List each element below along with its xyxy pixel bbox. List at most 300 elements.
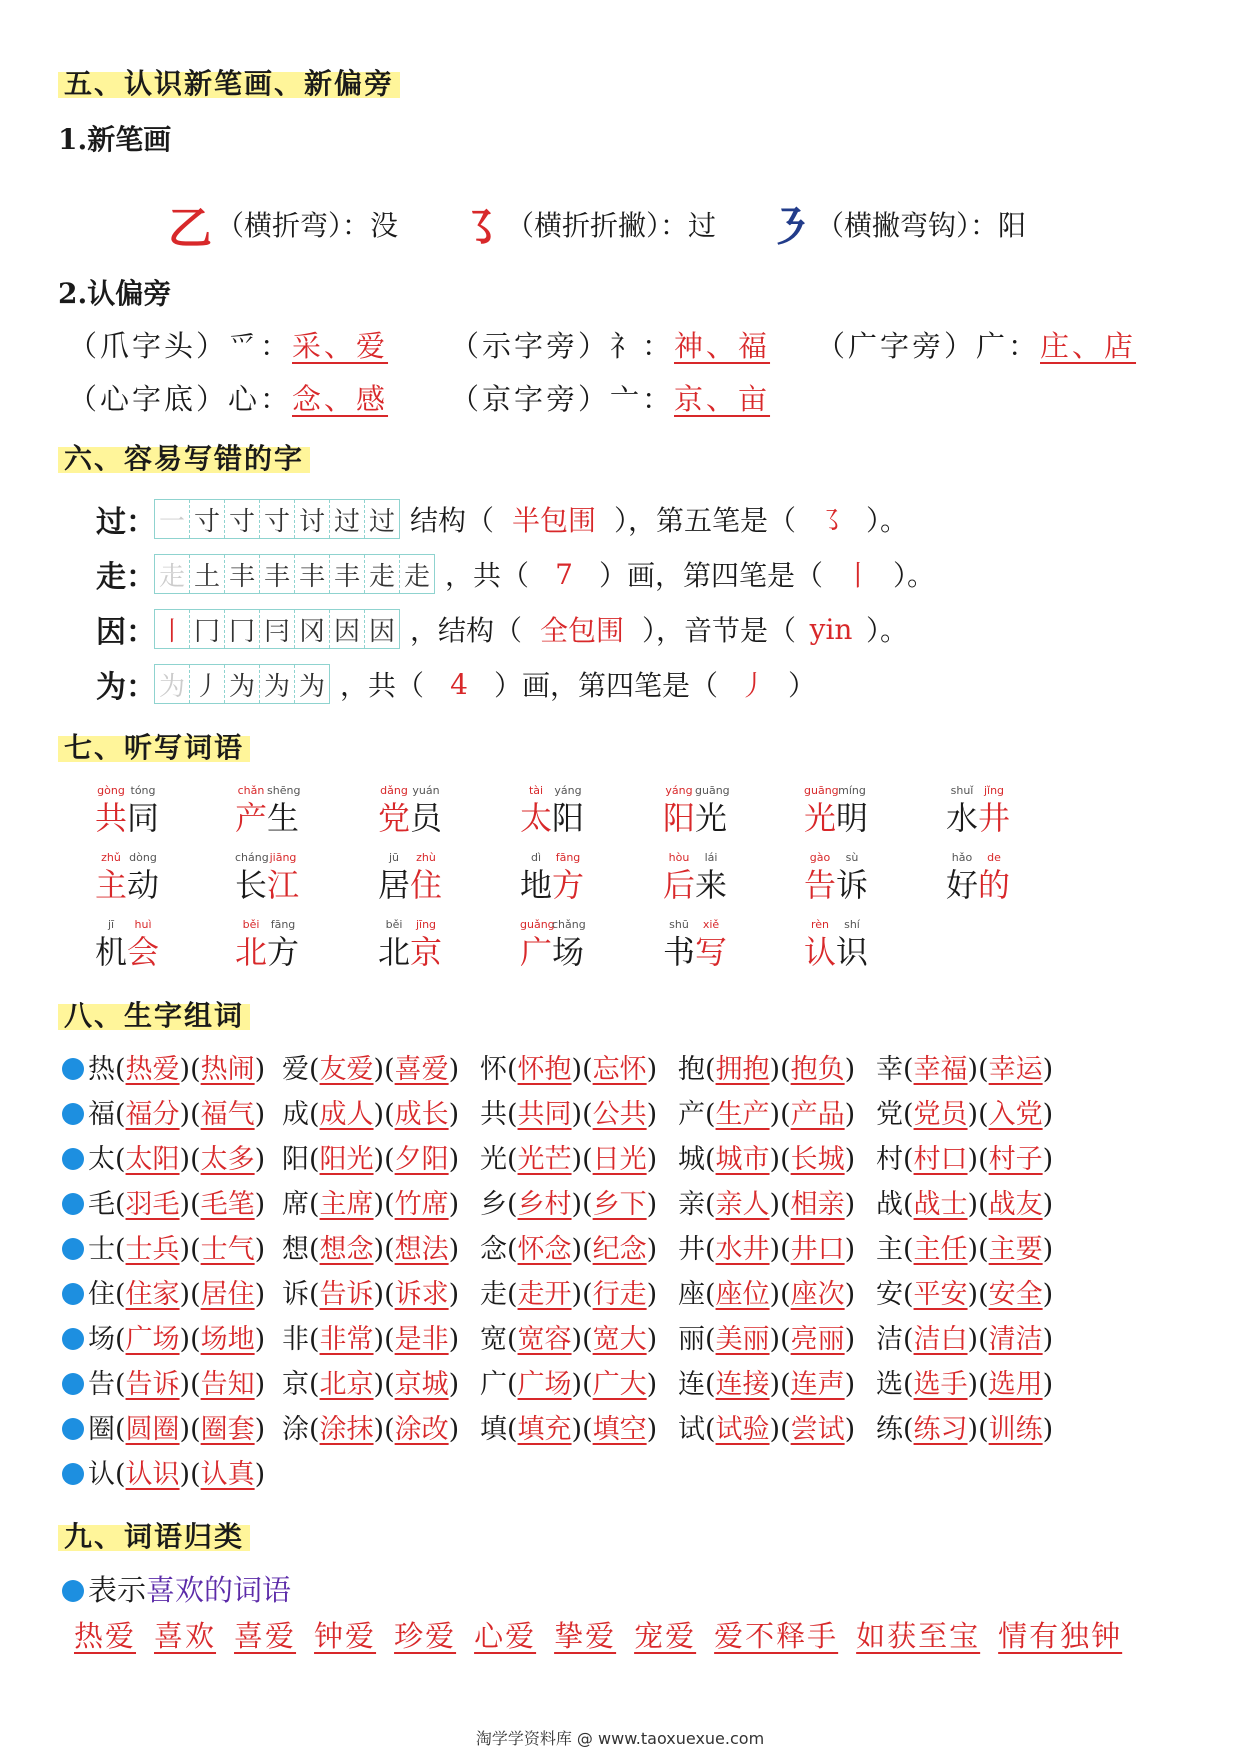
compound-word: 士气 [200,1234,255,1265]
base-char: 爱 [282,1054,309,1085]
compound-word: 共同 [517,1099,572,1130]
hanzi: 太 [520,799,553,837]
answer: 全包围 [540,614,625,647]
radical-label: （心字底）心： [68,382,293,416]
word-building-item: 住(住家)(居住) [62,1272,265,1311]
base-char: 告 [88,1369,115,1400]
dictation-word [804,784,868,838]
stroke-order-cells [154,609,400,649]
pinyin: yáng [665,784,693,797]
base-char: 丽 [678,1324,705,1355]
dictation-row [95,784,1045,851]
question-text: ）画，第四笔是（ [494,669,719,702]
compound-word: 怀念 [517,1234,572,1265]
stroke-label: （横撇弯钩）：阳 [816,209,1027,242]
hanzi: 居 [378,866,411,904]
base-char: 非 [282,1324,309,1355]
pinyin: dì [530,851,542,864]
compound-word: 成人 [319,1099,374,1130]
base-char: 席 [282,1189,309,1220]
compound-word: 士兵 [125,1234,180,1265]
stroke-step: 过 [368,506,395,537]
word-building-grid [62,1047,1182,1497]
word-building-row [62,1137,1182,1182]
compound-word: 广场 [517,1369,572,1400]
section-6-title: 六、容易写错的字 [58,437,310,477]
pinyin: sù [845,851,859,864]
pinyin: fāng [270,918,296,931]
pinyin: tài [528,784,544,797]
compound-word: 填充 [517,1414,572,1445]
pinyin: huì [134,918,152,931]
word-building-item: 爱(友爱)(喜爱) [282,1054,460,1085]
pinyin: shuǐ [950,784,974,797]
dictation-word [804,851,868,905]
base-char: 太 [88,1144,115,1175]
dictation-word [520,851,584,905]
compound-word: 亲人 [715,1189,770,1220]
word-building-item: 席(主席)(竹席) [282,1189,460,1220]
word-building-item: 圈(圆圈)(圈套) [62,1407,265,1446]
footer-watermark: 淘学学资料库 @ www.taoxuexue.com [475,1729,765,1748]
pinyin: zhǔ [101,851,121,864]
base-char: 亲 [678,1189,705,1220]
base-char: 井 [678,1234,705,1265]
base-char: 填 [480,1414,507,1445]
pinyin: gào [809,851,831,864]
dictation-word [946,784,1010,838]
word-building-item: 连(连接)(连声) [678,1369,856,1400]
pinyin: gòng [97,784,125,797]
stroke-step: 丨 [155,610,190,648]
mistake-row [96,606,908,652]
base-char: 毛 [88,1189,115,1220]
compound-word: 长城 [790,1144,845,1175]
compound-word: 广场 [125,1324,180,1355]
compound-word: 训练 [988,1414,1043,1445]
hanzi: 同 [127,799,160,837]
word-building-item: 宽(宽容)(宽大) [480,1324,658,1355]
stroke-glyph: ㇋ [768,203,812,254]
word-building-item: 幸(幸福)(幸运) [876,1054,1054,1085]
base-char: 诉 [282,1279,309,1310]
stroke-step: 丰 [330,555,365,593]
word-building-item: 亲(亲人)(相亲) [678,1189,856,1220]
compound-word: 想念 [319,1234,374,1265]
word-building-item: 非(非常)(是非) [282,1324,460,1355]
word-building-item: 安(平安)(安全) [876,1279,1054,1310]
compound-word: 美丽 [715,1324,770,1355]
category-word: 喜欢 [154,1619,217,1653]
pinyin: fāng [555,851,581,864]
compound-word: 选手 [913,1369,968,1400]
compound-word: 非常 [319,1324,374,1355]
section-9-title: 九、词语归类 [58,1515,250,1555]
dictation-row [95,918,1045,985]
compound-word: 连声 [790,1369,845,1400]
base-char: 圈 [88,1414,115,1445]
compound-word: 平安 [913,1279,968,1310]
dictation-word [663,851,727,905]
base-char: 京 [282,1369,309,1400]
question-text: ），第五笔是（ [614,504,797,537]
category-word: 珍爱 [394,1619,457,1653]
compound-word: 北京 [319,1369,374,1400]
compound-word: 抱负 [790,1054,845,1085]
question-text: ）。 [866,614,909,647]
compound-word: 连接 [715,1369,770,1400]
base-char: 念 [480,1234,507,1265]
word-building-item: 洁(洁白)(清洁) [876,1324,1054,1355]
base-char: 光 [480,1144,507,1175]
compound-word: 选用 [988,1369,1043,1400]
base-char: 住 [88,1279,115,1310]
pinyin: jīng [415,918,437,931]
compound-word: 认真 [200,1459,255,1490]
pinyin: chǎn [237,784,265,797]
hanzi: 明 [836,799,869,837]
base-char: 战 [876,1189,903,1220]
hanzi: 阳 [663,799,696,837]
radical-label: （爪字头）爫： [68,329,293,363]
compound-word: 尝试 [790,1414,845,1445]
base-char: 热 [88,1054,115,1085]
answer: 半包围 [512,504,597,537]
word-building-item: 丽(美丽)(亮丽) [678,1324,856,1355]
category-word: 喜爱 [234,1619,297,1653]
question-text: ）。 [893,559,936,592]
compound-word: 村口 [913,1144,968,1175]
category-word: 如获至宝 [856,1619,981,1653]
hanzi: 光 [695,799,728,837]
word-building-item: 成(成人)(成长) [282,1099,460,1130]
category-highlight: 喜欢的词语 [146,1573,292,1607]
pinyin: jī [107,918,115,931]
dictation-word [378,851,442,905]
word-building-row [62,1407,1182,1452]
compound-word: 安全 [988,1279,1043,1310]
word-building-item: 广(广场)(广大) [480,1369,658,1400]
radical-label: （广字旁）广： [816,329,1041,363]
stroke-step: 冃 [260,610,295,648]
hanzi: 识 [836,933,869,971]
compound-word: 涂抹 [319,1414,374,1445]
stroke-item [458,196,716,252]
compound-word: 幸福 [913,1054,968,1085]
pinyin: guāng [695,784,730,797]
hanzi: 党 [378,799,411,837]
hanzi: 诉 [836,866,869,904]
bullet-icon [62,1283,84,1305]
base-char: 城 [678,1144,705,1175]
dictation-row [95,851,1045,918]
dictation-word [378,918,442,972]
hanzi: 后 [663,866,696,904]
word-building-item: 毛(羽毛)(毛笔) [62,1182,265,1221]
hanzi: 场 [552,933,585,971]
answer: 丿 [739,669,768,702]
answer: yin [809,612,853,646]
compound-word: 是非 [394,1324,449,1355]
hanzi: 方 [267,933,300,971]
stroke-item [168,196,398,252]
word-building-row [62,1452,1182,1497]
compound-word: 居住 [200,1279,255,1310]
word-building-item: 阳(阳光)(夕阳) [282,1144,460,1175]
hanzi: 好 [946,866,979,904]
word-building-item: 产(生产)(产品) [678,1099,856,1130]
mistake-row [96,551,935,597]
pinyin: yuán [412,784,440,797]
dictation-word [95,918,159,972]
pinyin: hǎo [951,851,973,864]
stroke-item [768,196,1026,252]
radical-item [68,377,388,418]
word-building-item: 士(士兵)(士气) [62,1227,265,1266]
new-strokes-title: 1.新笔画 [58,123,172,156]
base-char: 抱 [678,1054,705,1085]
bullet-icon [62,1238,84,1260]
compound-word: 想法 [394,1234,449,1265]
section-8-title: 八、生字组词 [58,994,250,1034]
category-word: 热爱 [74,1619,137,1653]
pinyin: běi [242,918,260,931]
hanzi: 方 [552,866,585,904]
base-char: 产 [678,1099,705,1130]
base-char: 共 [480,1099,507,1130]
new-strokes-row [168,196,1068,256]
word-building-item: 念(怀念)(纪念) [480,1234,658,1265]
compound-word: 友爱 [319,1054,374,1085]
compound-word: 宽大 [592,1324,647,1355]
hanzi: 阳 [552,799,585,837]
radical-label: （示字旁）礻： [450,329,675,363]
compound-word: 战士 [913,1189,968,1220]
bullet-icon [62,1373,84,1395]
compound-word: 圆圈 [125,1414,180,1445]
compound-word: 圈套 [200,1414,255,1445]
dictation-word [663,918,727,972]
hanzi: 来 [695,866,728,904]
hanzi: 生 [267,799,300,837]
word-building-item: 福(福分)(福气) [62,1092,265,1131]
compound-word: 主任 [913,1234,968,1265]
pinyin: chǎng [552,918,586,931]
compound-word: 试验 [715,1414,770,1445]
compound-word: 广大 [592,1369,647,1400]
compound-word: 夕阳 [394,1144,449,1175]
compound-word: 主席 [319,1189,374,1220]
compound-word: 热闹 [200,1054,255,1085]
compound-word: 告诉 [319,1279,374,1310]
mistake-char: 为： [96,670,156,705]
pinyin: yáng [554,784,582,797]
base-char: 广 [480,1369,507,1400]
compound-word: 水井 [715,1234,770,1265]
base-char: 涂 [282,1414,309,1445]
stroke-order-cells [154,499,400,539]
base-char: 福 [88,1099,115,1130]
word-building-row [62,1092,1182,1137]
question-text: ） [788,669,817,702]
category-word: 爱不释手 [714,1619,839,1653]
compound-word: 福气 [200,1099,255,1130]
base-char: 想 [282,1234,309,1265]
category-word: 宠爱 [634,1619,697,1653]
word-building-item: 村(村口)(村子) [876,1144,1054,1175]
radicals-title: 2.认偏旁 [58,277,172,310]
dictation-word [946,851,1010,905]
word-building-item: 战(战士)(战友) [876,1189,1054,1220]
compound-word: 行走 [592,1279,647,1310]
stroke-step: 丿 [190,665,225,703]
section-7-title: 七、听写词语 [58,726,250,766]
mistake-row [96,661,816,707]
dictation-word [95,851,159,905]
dictation-word [520,918,584,972]
pinyin: zhù [416,851,436,864]
pinyin: shēng [267,784,301,797]
pinyin: jiāng [269,851,297,864]
mistake-char: 过： [96,505,156,540]
word-building-row [62,1317,1182,1362]
hanzi: 水 [946,799,979,837]
compound-word: 光芒 [517,1144,572,1175]
hanzi: 江 [267,866,300,904]
dictation-word [663,784,730,838]
compound-word: 宽容 [517,1324,572,1355]
hanzi: 动 [127,866,160,904]
word-building-row [62,1272,1182,1317]
bullet-icon [62,1193,84,1215]
compound-word: 座位 [715,1279,770,1310]
compound-word: 福分 [125,1099,180,1130]
word-building-item: 走(走开)(行走) [480,1279,658,1310]
compound-word: 公共 [592,1099,647,1130]
pinyin: tóng [130,784,156,797]
compound-word: 诉求 [394,1279,449,1310]
radical-words: 庄、店 [1040,329,1137,363]
base-char: 练 [876,1414,903,1445]
stroke-step: 冂 [190,610,225,648]
base-char: 走 [480,1279,507,1310]
compound-word: 幸运 [988,1054,1043,1085]
pinyin: dǎng [380,784,408,797]
base-char: 乡 [480,1189,507,1220]
bullet-icon [62,1328,84,1350]
base-char: 洁 [876,1324,903,1355]
word-building-item: 想(想念)(想法) [282,1234,460,1265]
word-building-row [62,1227,1182,1272]
compound-word: 拥抱 [715,1054,770,1085]
compound-word: 住家 [125,1279,180,1310]
answer: 4 [450,667,468,701]
word-building-item: 党(党员)(入党) [876,1099,1054,1130]
compound-word: 城市 [715,1144,770,1175]
stroke-step: 讨 [295,500,330,538]
stroke-step: 走 [365,555,400,593]
hanzi: 地 [520,866,553,904]
compound-word: 战友 [988,1189,1043,1220]
pinyin: jǐng [983,784,1005,797]
compound-word: 乡村 [517,1189,572,1220]
base-char: 选 [876,1369,903,1400]
radical-words: 神、福 [674,329,771,363]
word-building-item: 诉(告诉)(诉求) [282,1279,460,1310]
word-building-item: 太(太阳)(太多) [62,1137,265,1176]
compound-word: 洁白 [913,1324,968,1355]
base-char: 认 [88,1459,115,1490]
compound-word: 生产 [715,1099,770,1130]
dictation-grid [95,784,1045,985]
dictation-word [804,918,868,972]
compound-word: 太阳 [125,1144,180,1175]
stroke-label: （横折弯）：没 [216,209,399,242]
hanzi: 机 [95,933,128,971]
base-char: 连 [678,1369,705,1400]
compound-word: 喜爱 [394,1054,449,1085]
base-char: 村 [876,1144,903,1175]
compound-word: 村子 [988,1144,1043,1175]
stroke-step: 因 [368,616,395,647]
compound-word: 练习 [913,1414,968,1445]
word-building-item: 认(认识)(认真) [62,1452,265,1491]
stroke-step: 为 [298,671,325,702]
compound-word: 毛笔 [200,1189,255,1220]
stroke-step: 寸 [225,500,260,538]
dictation-word [235,851,299,905]
pinyin: jū [388,851,400,864]
compound-word: 告诉 [125,1369,180,1400]
compound-word: 乡下 [592,1189,647,1220]
dictation-word [235,918,299,972]
stroke-step: 土 [190,555,225,593]
base-char: 阳 [282,1144,309,1175]
answer: 丨 [844,559,873,592]
word-building-item: 怀(怀抱)(忘怀) [480,1054,658,1085]
compound-word: 成长 [394,1099,449,1130]
stroke-step: 过 [330,500,365,538]
hanzi: 认 [804,933,837,971]
word-building-item: 共(共同)(公共) [480,1099,658,1130]
bullet-icon [62,1148,84,1170]
stroke-step: 寸 [190,500,225,538]
hanzi: 写 [695,933,728,971]
base-char: 宽 [480,1324,507,1355]
stroke-step: 丰 [225,555,260,593]
pinyin: guāng [804,784,839,797]
base-char: 主 [876,1234,903,1265]
base-char: 试 [678,1414,705,1445]
compound-word: 入党 [988,1099,1043,1130]
radical-words: 京、亩 [674,382,771,416]
answer: ㇌ [817,504,846,537]
question-text: ）画，第四笔是（ [599,559,824,592]
radical-item [450,377,770,418]
stroke-step: 一 [155,500,190,538]
compound-word: 清洁 [988,1324,1043,1355]
base-char: 士 [88,1234,115,1265]
word-building-item: 座(座位)(座次) [678,1279,856,1310]
dictation-word [95,784,159,838]
radical-words: 采、爱 [292,329,389,363]
compound-word: 竹席 [394,1189,449,1220]
stroke-step: 为 [225,665,260,703]
radical-item [450,324,770,365]
pinyin: hòu [668,851,690,864]
hanzi: 的 [978,866,1011,904]
word-building-item: 城(城市)(长城) [678,1144,856,1175]
